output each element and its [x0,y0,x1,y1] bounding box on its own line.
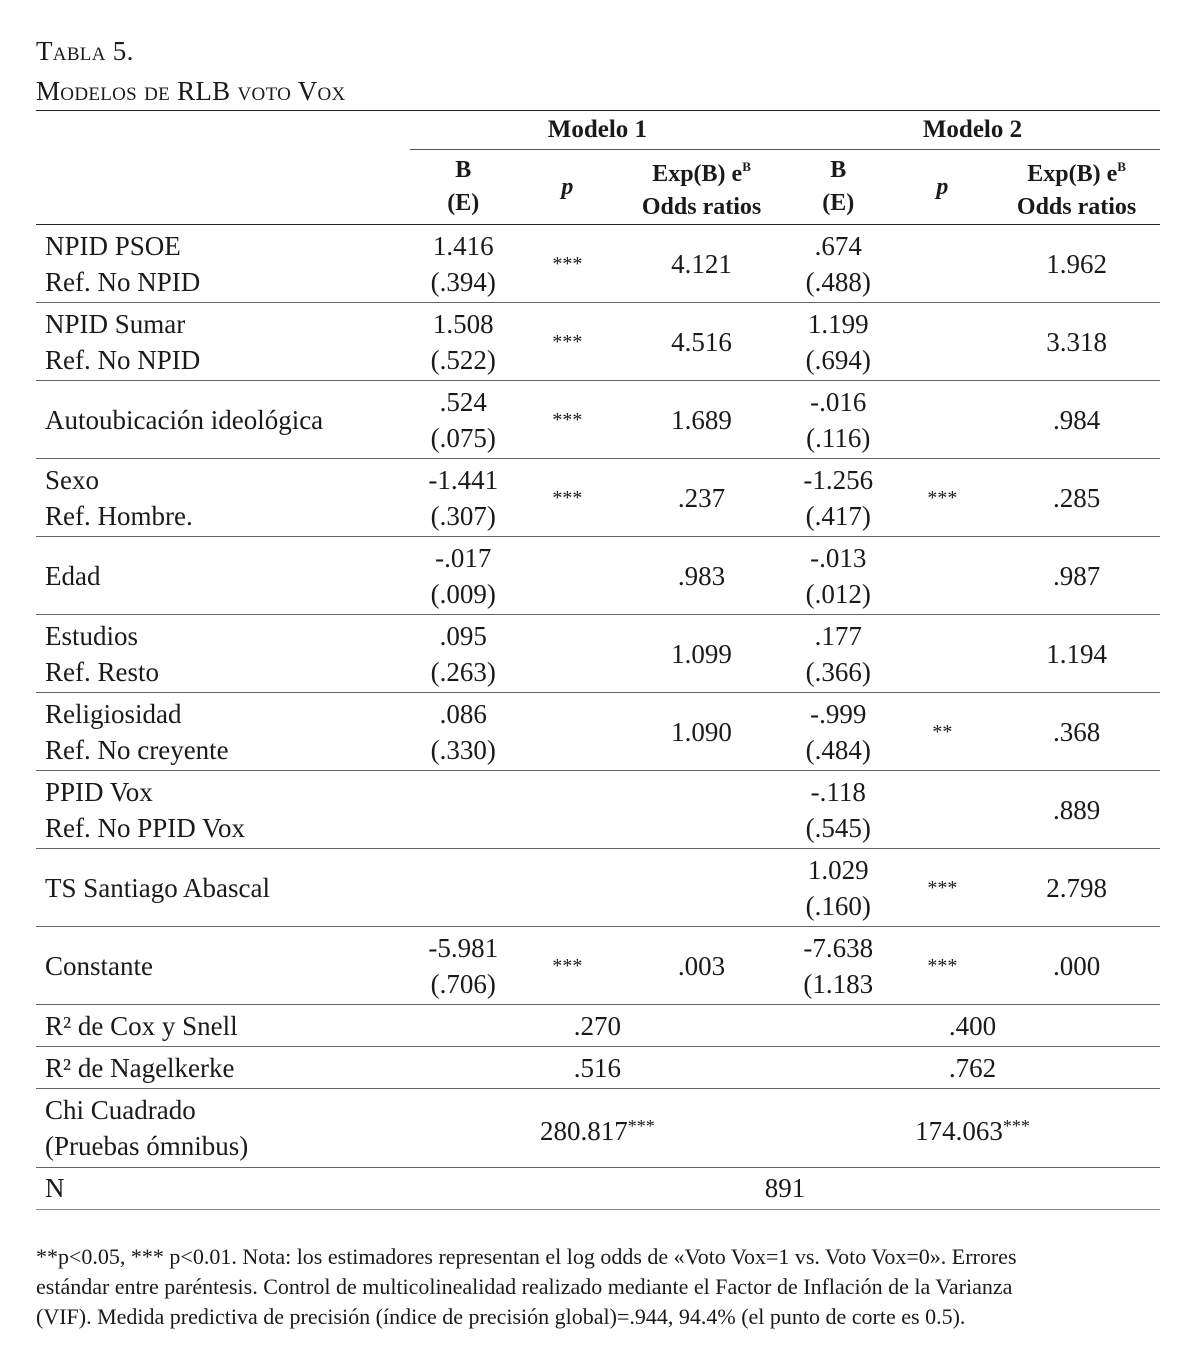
m2-significance: *** [892,849,994,927]
m1-coefficient [410,771,517,849]
m2-significance [892,381,994,459]
chi-square-label: Chi Cuadrado (Pruebas ómnibus) [36,1089,410,1168]
cox-snell-label: R² de Cox y Snell [36,1005,410,1047]
m2-odds-ratio: .368 [993,693,1160,771]
m2-odds-ratio: .889 [993,771,1160,849]
m1-b-header: B (E) [410,150,517,225]
m1-coefficient: 1.416 (.394) [410,225,517,303]
m1-significance: *** [517,225,619,303]
table-title: Modelos de RLB voto Vox [36,76,346,106]
model1-header: Modelo 1 [410,111,785,150]
m2-odds-ratio: .285 [993,459,1160,537]
m1-odds-ratio: .237 [618,459,785,537]
table-row [36,537,1160,615]
table-number: Tabla 5. [36,36,134,66]
m1-odds-ratio [618,771,785,849]
nagelkerke-m2: .762 [785,1047,1160,1089]
m1-odds-ratio: 1.689 [618,381,785,459]
fit-row-chi-square [36,1089,1160,1168]
table-caption [36,30,346,110]
m1-odds-ratio: 4.121 [618,225,785,303]
m2-p-header: p [892,150,994,225]
footnote-line-1: **p<0.05, *** p<0.01. Nota: los estimadores representan el log odds de «Voto Vox=1 vs. Voto Vox=0». Errores [36,1244,1017,1269]
m2-coefficient: -.016 (.116) [785,381,892,459]
regression-table [36,110,1160,1210]
variable-label: Sexo Ref. Hombre. [36,459,410,537]
m2-significance: *** [892,459,994,537]
m2-significance [892,537,994,615]
chi-square-m1: 280.817*** [410,1089,785,1168]
footnote-line-3: (VIF). Medida predictiva de precisión (índice de precisión global)=.944, 94.4% (el punto de corte es 0.5). [36,1304,966,1329]
model-header-row [36,111,1160,150]
m1-odds-ratio: 4.516 [618,303,785,381]
variable-label: Constante [36,927,410,1005]
chi-square-m2: 174.063*** [785,1089,1160,1168]
variable-label: Estudios Ref. Resto [36,615,410,693]
fit-row-cox-snell [36,1005,1160,1047]
m1-odds-ratio: 1.090 [618,693,785,771]
header-blank [36,111,410,150]
m2-coefficient: -.118 (.545) [785,771,892,849]
m2-coefficient: .674 (.488) [785,225,892,303]
m2-coefficient: -7.638 (1.183 [785,927,892,1005]
m1-significance: *** [517,303,619,381]
variable-label: NPID Sumar Ref. No NPID [36,303,410,381]
m1-significance: *** [517,459,619,537]
variable-label: Edad [36,537,410,615]
m1-coefficient: .086 (.330) [410,693,517,771]
variable-label: Autoubicación ideológica [36,381,410,459]
m1-coefficient: -5.981 (.706) [410,927,517,1005]
m1-significance [517,615,619,693]
m1-odds-ratio [618,849,785,927]
variable-label: PPID Vox Ref. No PPID Vox [36,771,410,849]
m1-coefficient: .524 (.075) [410,381,517,459]
m2-significance [892,225,994,303]
m2-coefficient: 1.199 (.694) [785,303,892,381]
table-row [36,615,1160,693]
m2-odds-ratio: .987 [993,537,1160,615]
fit-row-n [36,1168,1160,1210]
variable-label: NPID PSOE Ref. No NPID [36,225,410,303]
m1-odds-ratio: .983 [618,537,785,615]
n-label: N [36,1168,410,1210]
m1-coefficient: .095 (.263) [410,615,517,693]
m1-significance [517,693,619,771]
cox-snell-m1: .270 [410,1005,785,1047]
m2-coefficient: -.999 (.484) [785,693,892,771]
table-row [36,849,1160,927]
m1-significance: *** [517,927,619,1005]
table-row [36,927,1160,1005]
m2-odds-ratio: 1.962 [993,225,1160,303]
m1-odds-ratio: .003 [618,927,785,1005]
m1-coefficient [410,849,517,927]
table-row [36,693,1160,771]
column-header-row [36,150,1160,225]
fit-row-nagelkerke [36,1047,1160,1089]
m2-coefficient: -1.256 (.417) [785,459,892,537]
m2-significance [892,771,994,849]
m2-coefficient: .177 (.366) [785,615,892,693]
m2-odds-ratio: .000 [993,927,1160,1005]
footnote-line-2: estándar entre paréntesis. Control de multicolinealidad realizado mediante el Factor de Inflación de la Varianza [36,1274,1013,1299]
n-value: 891 [410,1168,1160,1210]
m2-significance: ** [892,693,994,771]
m1-coefficient: -1.441 (.307) [410,459,517,537]
model2-header: Modelo 2 [785,111,1160,150]
table-row [36,771,1160,849]
m2-odds-ratio: 3.318 [993,303,1160,381]
m2-exp-header: Exp(B) $e^B$ Odds ratios [993,150,1160,225]
table-row [36,225,1160,303]
m2-b-header: B (E) [785,150,892,225]
m1-coefficient: -.017 (.009) [410,537,517,615]
m2-odds-ratio: 1.194 [993,615,1160,693]
variable-header [36,150,410,225]
m2-significance: *** [892,927,994,1005]
m2-coefficient: 1.029 (.160) [785,849,892,927]
cox-snell-m2: .400 [785,1005,1160,1047]
variable-label: Religiosidad Ref. No creyente [36,693,410,771]
m1-coefficient: 1.508 (.522) [410,303,517,381]
m2-coefficient: -.013 (.012) [785,537,892,615]
m1-significance: *** [517,381,619,459]
variable-label: TS Santiago Abascal [36,849,410,927]
m1-odds-ratio: 1.099 [618,615,785,693]
table-row [36,381,1160,459]
m1-significance [517,849,619,927]
m2-odds-ratio: .984 [993,381,1160,459]
table-row [36,459,1160,537]
table-row [36,303,1160,381]
m1-exp-header: Exp(B) $e^B$ Odds ratios [618,150,785,225]
table-footnote [36,1242,1160,1332]
m2-significance [892,303,994,381]
m1-significance [517,537,619,615]
nagelkerke-m1: .516 [410,1047,785,1089]
m1-significance [517,771,619,849]
m2-significance [892,615,994,693]
m1-p-header: p [517,150,619,225]
nagelkerke-label: R² de Nagelkerke [36,1047,410,1089]
m2-odds-ratio: 2.798 [993,849,1160,927]
